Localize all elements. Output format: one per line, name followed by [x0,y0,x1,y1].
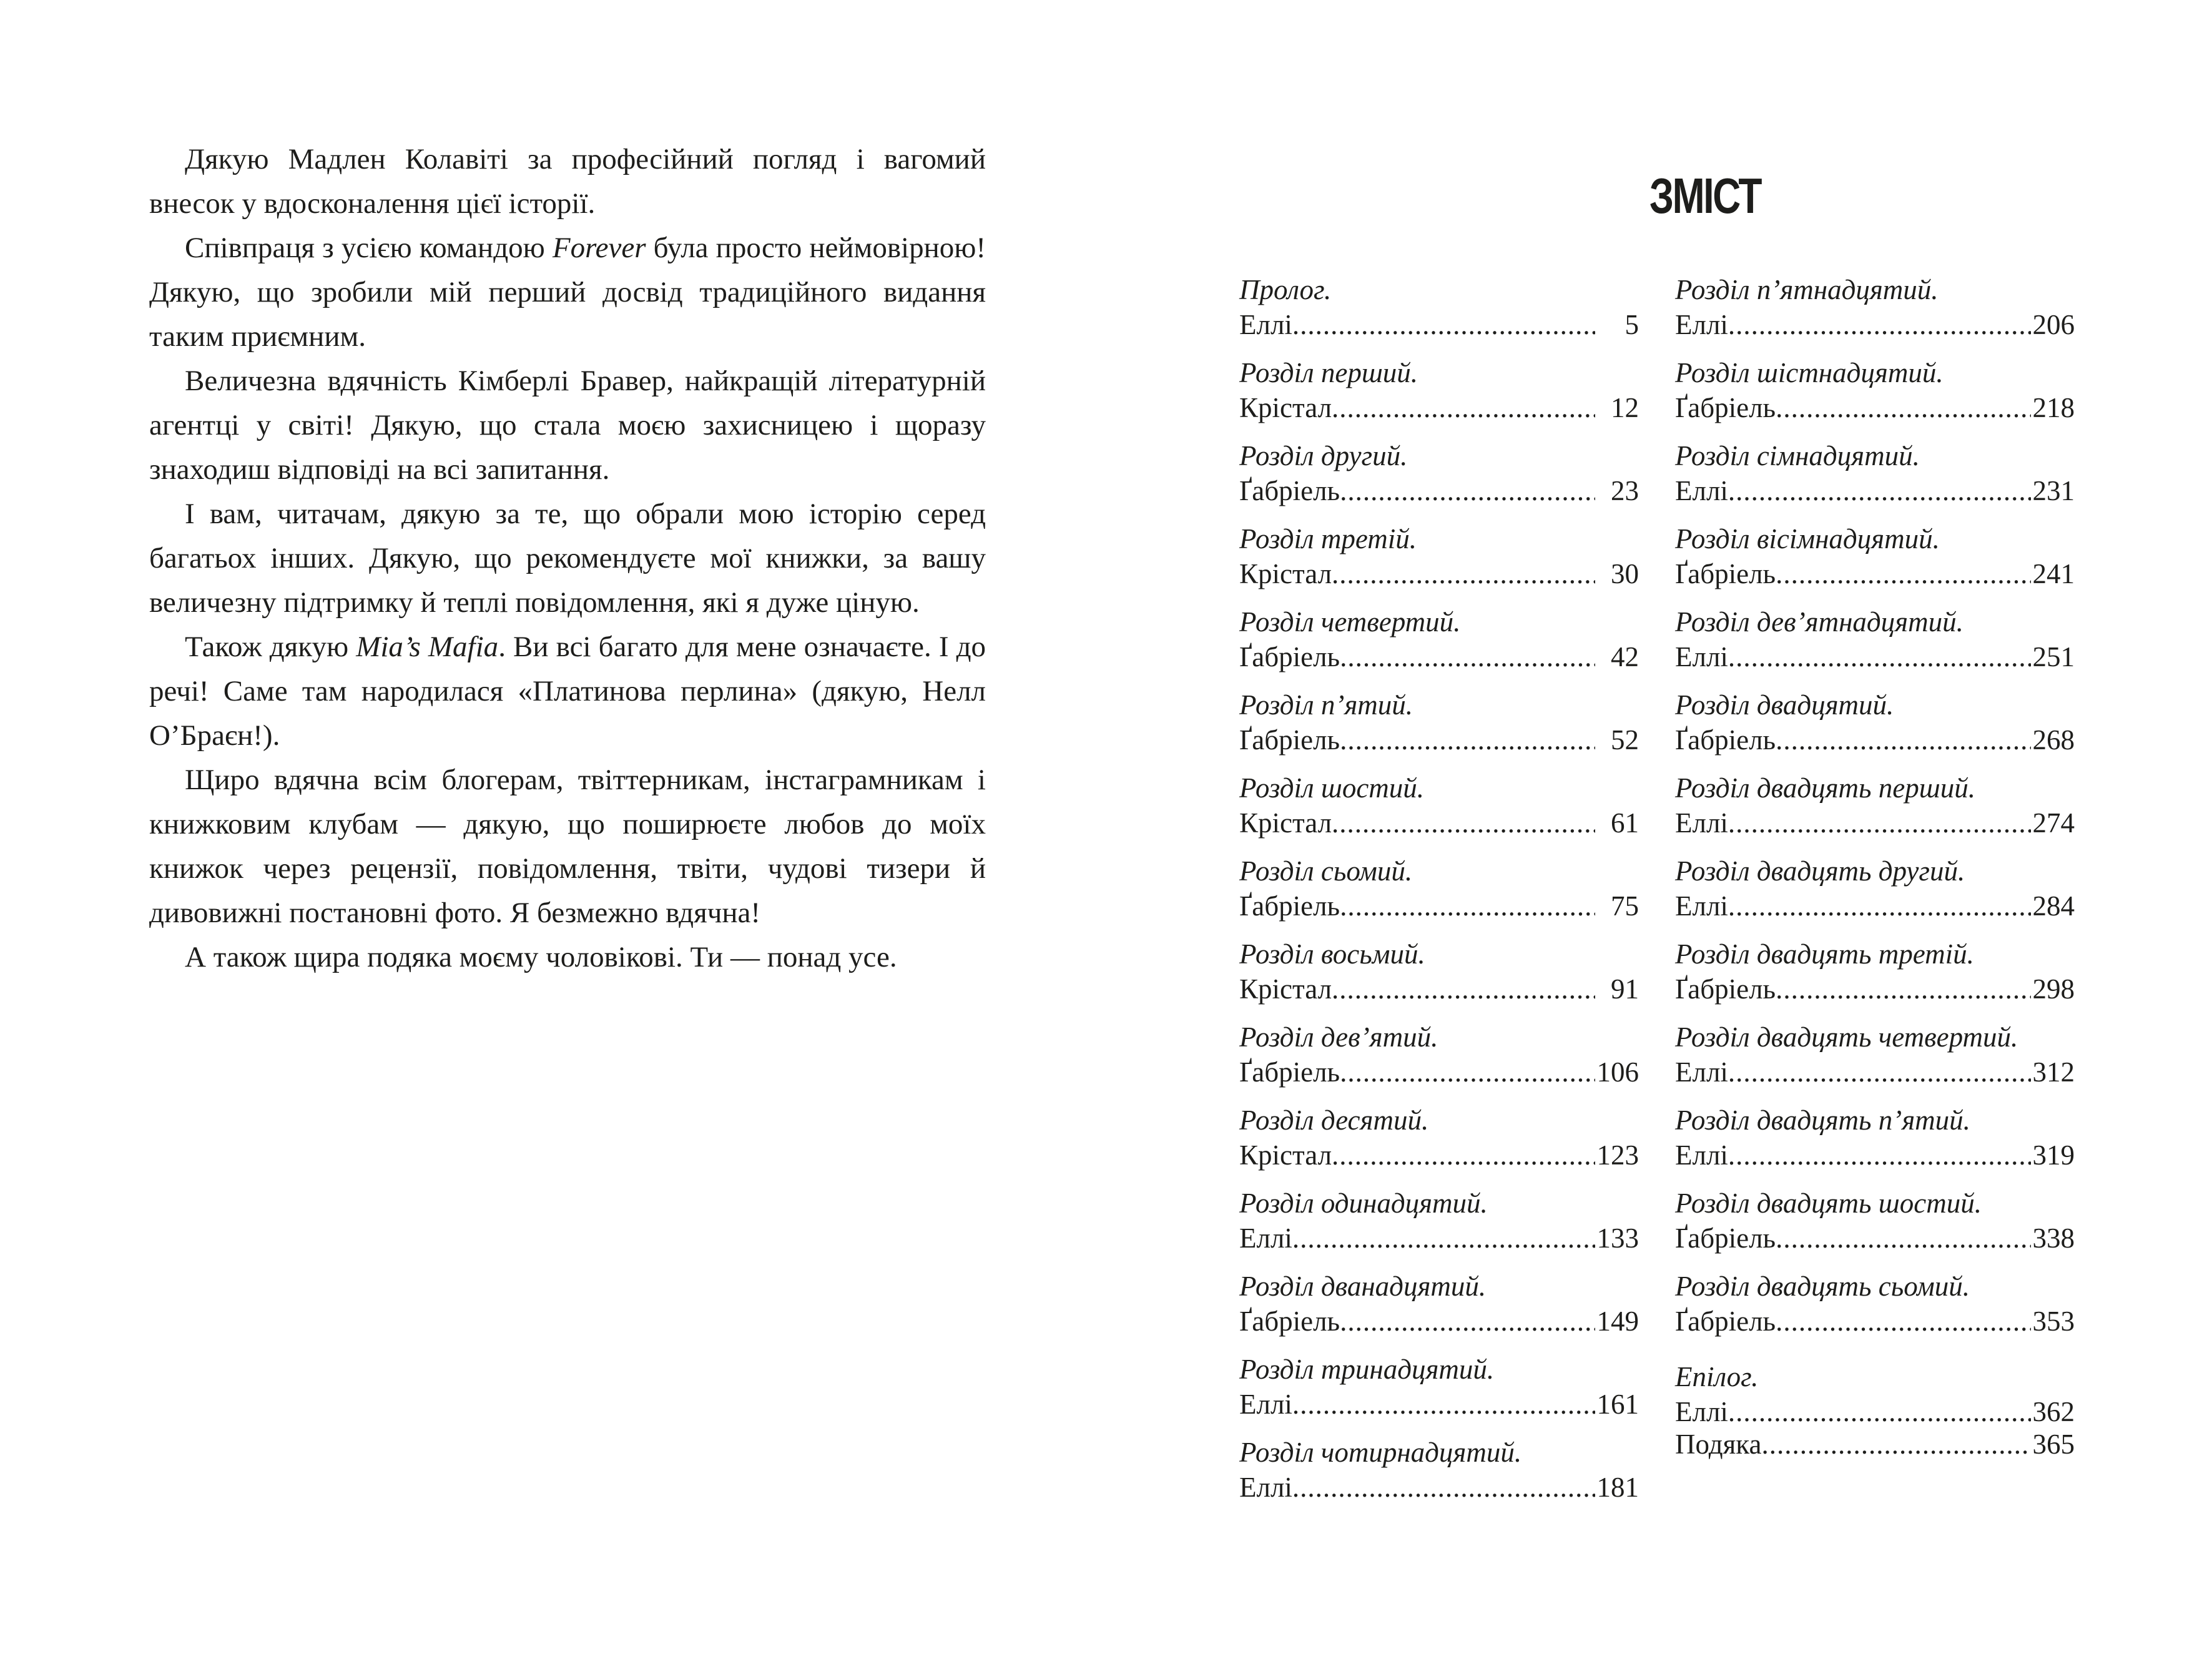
toc-leader-dots [1332,805,1595,840]
toc-narrator: Еллі [1675,641,1728,672]
toc-entry [1675,854,2075,937]
toc-leader-dots [1776,1221,2031,1256]
toc-narrator: Еллі [1675,1056,1728,1088]
toc-chapter: Розділ сьомий. [1239,855,1413,887]
toc-leader-dots [1728,889,2031,923]
toc-entry [1675,1186,2075,1269]
ack-paragraph-7: А також щира подяка моєму чоловікові. Ти — понад усе. [185,941,897,973]
toc-narrator: Еллі [1239,1389,1292,1420]
toc-chapter: Розділ п’ятнадцятий. [1675,274,1939,305]
toc-entry [1675,770,2075,854]
toc-narrator: Ґабріель [1675,1223,1776,1254]
toc-page-number: 319 [2032,1140,2075,1171]
toc-entry [1239,687,1639,770]
toc-chapter: Розділ дев’ятнадцятий. [1675,606,1964,638]
toc-narrator: Ґабріель [1675,724,1776,756]
toc-column-2 [1675,272,2075,1477]
toc-chapter: Розділ вісімнадцятий. [1675,523,1940,554]
toc-entry [1675,521,2075,604]
toc-leader-dots [1332,390,1595,425]
toc-page-number: 75 [1611,890,1639,922]
toc-chapter: Розділ перший. [1239,357,1418,388]
toc-narrator: Ґабріель [1239,890,1340,922]
toc-leader-dots [1761,1427,2031,1462]
toc-page-number: 91 [1611,973,1639,1005]
toc-chapter: Пролог. [1239,274,1332,305]
toc-narrator: Подяка [1675,1429,1762,1460]
toc-narrator: Крістал [1239,807,1332,839]
ack-paragraph-3: Величезна вдячність Кімберлі Бравер, найкращій літературній агентці у світі! Дякую, що стала моєю захисницею і щоразу знаходиш відповіді на всі запитання. [149,365,986,486]
toc-narrator: Ґабріель [1239,475,1340,506]
ack-paragraph-6: Щиро вдячна всім блогерам, твіттерникам, інстаграмникам і книжковим клубам — дякую, що поширюєте любов до моїх книжок через рецензії, повідомлення, твіти, чудові тизери й дивовижні постановні фото. Я безмежно вдячна! [149,764,986,929]
toc-leader-dots [1340,722,1595,757]
toc-page-number: 312 [2032,1056,2075,1088]
toc-chapter: Розділ чотирнадцятий. [1239,1437,1522,1468]
toc-narrator: Еллі [1675,309,1728,340]
toc-title: ЗМІСТ [1649,168,1761,224]
toc-narrator: Ґабріель [1239,1056,1340,1088]
toc-narrator: Крістал [1239,392,1332,423]
italic-group-name: Mia’s Mafia [356,631,499,663]
toc-entry [1675,272,2075,355]
toc-leader-dots [1776,1304,2031,1339]
toc-entry [1239,1435,1639,1518]
toc-narrator: Ґабріель [1239,641,1340,672]
toc-chapter: Розділ двадцять третій. [1675,938,1974,970]
toc-leader-dots [1332,556,1595,591]
toc-page-number: 123 [1596,1140,1639,1171]
toc-leader-dots [1292,1387,1595,1422]
toc-leader-dots [1292,1221,1595,1256]
toc-entry [1239,438,1639,521]
toc-narrator: Ґабріель [1675,973,1776,1005]
toc-entry [1675,438,2075,521]
toc-chapter: Розділ п’ятий. [1239,689,1413,721]
toc-leader-dots [1728,1138,2031,1173]
toc-entry-acknowledgements [1675,1427,2075,1477]
toc-entry [1239,1103,1639,1186]
toc-leader-dots [1292,1470,1595,1505]
toc-chapter: Розділ двадцять шостий. [1675,1188,1982,1219]
toc-entry [1675,1020,2075,1103]
toc-leader-dots [1776,972,2031,1007]
toc-entry [1239,1352,1639,1435]
toc-leader-dots [1728,1394,2031,1429]
toc-entry [1239,604,1639,687]
toc-leader-dots [1340,1304,1595,1339]
ack-paragraph-5: Також дякую Mia’s Mafia. Ви всі багато для мене означаєте. І до речі! Саме там народилася «Платинова перлина» (дякую, Нелл О’Браєн!). [149,631,986,752]
toc-entry [1675,1103,2075,1186]
toc-chapter: Розділ четвертий. [1239,606,1461,638]
toc-page-number: 181 [1596,1472,1639,1503]
toc-leader-dots [1340,473,1595,508]
toc-page-number: 241 [2032,558,2075,589]
toc-narrator: Ґабріель [1675,392,1776,423]
toc-narrator: Крістал [1239,1140,1332,1171]
toc-leader-dots [1728,307,2031,342]
toc-narrator: Ґабріель [1239,724,1340,756]
toc-page-number: 42 [1611,641,1639,672]
toc-chapter: Розділ тринадцятий. [1239,1354,1495,1385]
toc-chapter: Розділ другий. [1239,440,1408,471]
toc-entry [1675,604,2075,687]
toc-page-number: 274 [2032,807,2075,839]
toc-narrator: Еллі [1675,890,1728,922]
toc-chapter: Розділ двадцять другий. [1675,855,1965,887]
toc-page-number: 106 [1596,1056,1639,1088]
toc-page-number: 23 [1611,475,1639,506]
toc-chapter: Розділ шістнадцятий. [1675,357,1944,388]
toc-entry [1675,687,2075,770]
toc-narrator: Еллі [1239,309,1292,340]
toc-narrator: Ґабріель [1675,558,1776,589]
toc-page-number: 206 [2032,309,2075,340]
toc-narrator: Еллі [1675,475,1728,506]
toc-entry [1239,355,1639,438]
toc-entry [1239,770,1639,854]
toc-leader-dots [1728,639,2031,674]
toc-page-number: 338 [2032,1223,2075,1254]
right-page [1106,0,2212,1659]
toc-chapter: Розділ третій. [1239,523,1417,554]
ack-paragraph-4: І вам, читачам, дякую за те, що обрали мою історію серед багатьох інших. Дякую, що рекомендуєте мої книжки, за вашу величезну підтримку й теплі повідомлення, які я дуже ціную. [149,498,986,619]
toc-narrator: Ґабріель [1239,1306,1340,1337]
toc-chapter: Розділ сімнадцятий. [1675,440,1920,471]
toc-page-number: 133 [1596,1223,1639,1254]
toc-entry [1239,854,1639,937]
toc-leader-dots [1776,390,2031,425]
toc-entry [1239,937,1639,1020]
toc-chapter: Розділ двадцятий. [1675,689,1894,721]
toc-page-number: 12 [1611,392,1639,423]
toc-leader-dots [1332,1138,1595,1173]
toc-entry [1239,272,1639,355]
toc-column-1 [1239,272,1639,1518]
toc-narrator: Крістал [1239,558,1332,589]
toc-entry [1675,937,2075,1020]
ack-paragraph-1: Дякую Мадлен Колавіті за професійний погляд і вагомий внесок у вдосконалення цієї історії. [149,143,986,220]
toc-page-number: 30 [1611,558,1639,589]
italic-team-name: Forever [552,232,646,264]
toc-leader-dots [1340,889,1595,923]
acknowledgements-text [149,137,986,980]
toc-chapter: Розділ дванадцятий. [1239,1271,1487,1302]
toc-entry [1239,1020,1639,1103]
toc-chapter: Епілог. [1675,1361,1759,1392]
toc-page-number: 218 [2032,392,2075,423]
toc-leader-dots [1776,556,2031,591]
toc-chapter: Розділ дев’ятий. [1239,1021,1438,1053]
ack-paragraph-2: Співпраця з усією командою Forever була просто неймовірною! Дякую, що зробили мій перший досвід традиційного видання таким приємним. [149,232,986,353]
toc-chapter: Розділ восьмий. [1239,938,1425,970]
toc-page-number: 251 [2032,641,2075,672]
toc-leader-dots [1728,1055,2031,1090]
toc-leader-dots [1340,639,1595,674]
toc-narrator: Еллі [1239,1223,1292,1254]
toc-chapter: Розділ двадцять сьомий. [1675,1271,1970,1302]
toc-entry [1239,1269,1639,1352]
toc-leader-dots [1728,805,2031,840]
toc-entry-epilog [1675,1359,2075,1427]
toc-page-number: 362 [2032,1396,2075,1427]
toc-entry [1675,355,2075,438]
toc-leader-dots [1340,1055,1595,1090]
toc-page-number: 231 [2032,475,2075,506]
toc-narrator: Еллі [1239,1472,1292,1503]
toc-chapter: Розділ двадцять четвертий. [1675,1021,2018,1053]
toc-page-number: 365 [2032,1429,2075,1460]
toc-entry [1239,521,1639,604]
toc-page-number: 284 [2032,890,2075,922]
toc-narrator: Еллі [1675,1396,1728,1427]
toc-chapter: Розділ шостий. [1239,772,1425,804]
toc-entry [1239,1186,1639,1269]
toc-page-number: 61 [1611,807,1639,839]
toc-page-number: 353 [2032,1306,2075,1337]
toc-leader-dots [1332,972,1595,1007]
toc-page-number: 161 [1596,1389,1639,1420]
toc-page-number: 149 [1596,1306,1639,1337]
toc-page-number: 298 [2032,973,2075,1005]
toc-leader-dots [1292,307,1595,342]
toc-chapter: Розділ одинадцятий. [1239,1188,1488,1219]
toc-narrator: Еллі [1675,1140,1728,1171]
toc-page-number: 52 [1611,724,1639,756]
toc-narrator: Крістал [1239,973,1332,1005]
toc-narrator: Еллі [1675,807,1728,839]
toc-page-number: 5 [1625,309,1639,340]
toc-chapter: Розділ двадцять перший. [1675,772,1975,804]
toc-leader-dots [1776,722,2031,757]
toc-chapter: Розділ двадцять п’ятий. [1675,1105,1970,1136]
toc-narrator: Ґабріель [1675,1306,1776,1337]
toc-leader-dots [1728,473,2031,508]
toc-chapter: Розділ десятий. [1239,1105,1429,1136]
toc-page-number: 268 [2032,724,2075,756]
toc-entry [1675,1269,2075,1352]
